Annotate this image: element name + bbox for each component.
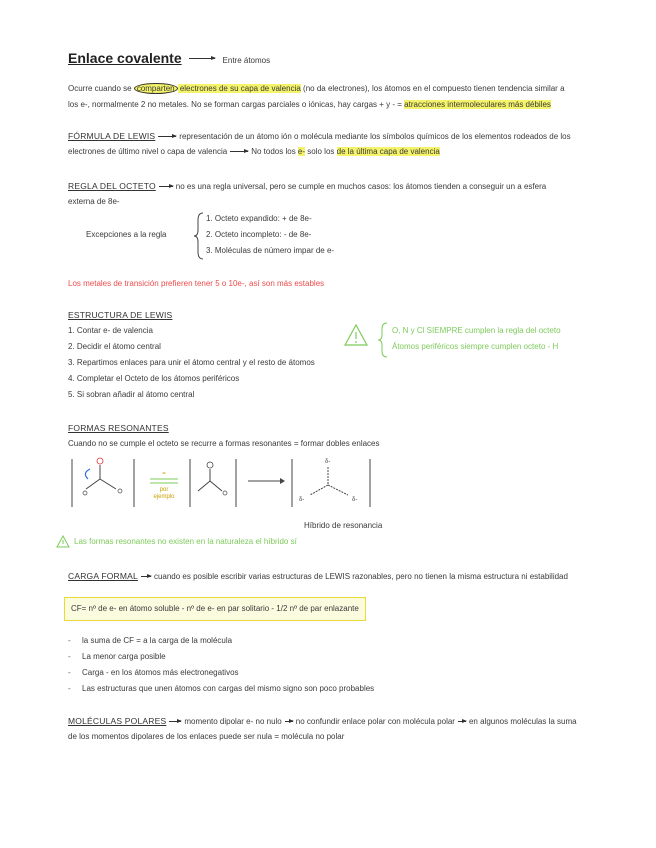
resonant-heading: FORMAS RESONANTES [68,423,169,433]
bullet-icon: - [68,636,71,645]
bullet-icon: - [68,684,71,693]
lewis-structure-heading: ESTRUCTURA DE LEWIS [68,310,173,320]
fc-bullet-3: - Carga - en los átomos más electronegativos [68,668,239,677]
polar-line-1: MOLÉCULAS POLARES momento dipolar e- no nulo no confundir enlace polar con molécula polar en algunos moléculas la suma [68,716,577,726]
exception-1: 1. Octeto expandido: + de 8e- [206,214,312,223]
eq-sub: por [159,487,169,493]
exception-3: 3. Moléculas de número impar de e- [206,246,335,255]
svg-text:δ-: δ- [299,497,305,503]
fc-bullet-2: - La menor carga posible [68,652,166,661]
intro-line-2: los e-, normalmente 2 no metales. No se forman cargas parciales o iónicas, hay cargas + y - = atracciones intermoleculares más débiles [68,100,551,109]
brace-icon [194,212,204,260]
title-row [68,50,270,68]
eq-label: = [162,471,166,477]
step-5: 5. Si sobran añadir al átomo central [68,390,195,399]
polar-line-2: de los momentos dipolares de los enlaces puede ser nula = molécula no polar [68,732,345,741]
brace-icon [378,322,388,358]
intro-line-1: Ocurre cuando se comparten electrones de su capa de valencia (no da electrones), los átomos en el compuesto tienen tendencia similar a [68,84,565,93]
comparten-circled: comparten [134,83,178,94]
arrow-icon [159,186,173,187]
arrow-icon [458,721,466,722]
resonant-line-1: Cuando no se cumple el octeto se recurre a formas resonantes = formar dobles enlaces [68,439,380,448]
lewis-formula-line-2: electrones de último nivel o capa de valencia No todos los e- solo los de la última capa de valencia [68,147,440,156]
exception-2: 2. Octeto incompleto: - de 8e- [206,230,312,239]
resonance-diagram [66,453,396,513]
transition-metals-note: Los metales de transición prefieren tener 5 o 10e-, así son más estables [68,279,325,288]
fc-bullet-1: - la suma de CF = a la carga de la molécula [68,636,233,645]
warning-icon [343,323,369,347]
arrow-icon [169,721,181,722]
fc-bullet-4: - Las estructuras que unen átomos con cargas del mismo signo son poco probables [68,684,375,693]
warning-icon [56,535,70,548]
hybrid-label: Híbrido de resonancia [304,521,383,530]
bullet-icon: - [68,652,71,661]
svg-text:δ-: δ- [352,497,358,503]
step-4: 4. Completar el Octeto de los átomos periféricos [68,374,240,383]
page-title: Enlace covalente [68,50,182,66]
peripheral-atoms-note: Átomos periféricos siempre cumplen octeto - H [392,342,559,351]
formal-charge-line-1: CARGA FORMAL cuando es posible escribir varias estructuras de LEWIS razonables, pero no tienen la misma estructura ni estabilidad [68,571,568,581]
lewis-formula-line-1: FÓRMULA DE LEWIS representación de un átomo ión o molécula mediante los símbolos químicos de los elementos rodeados de los [68,131,571,141]
arrow-icon [285,721,293,722]
octet-line-2: externa de 8e- [68,197,120,206]
arrow-icon [189,58,215,59]
arrow-icon [230,151,248,152]
lewis-formula-heading: FÓRMULA DE LEWIS [68,131,156,141]
octet-line-1: REGLA DEL OCTETO no es una regla universal, pero se cumple en muchos casos: los átomos tienden a conseguir un a esfera [68,181,547,191]
arrow-icon [158,136,176,137]
formal-charge-heading: CARGA FORMAL [68,571,138,581]
polar-heading: MOLÉCULAS POLARES [68,716,167,726]
formal-charge-formula: CF= nº de e- en átomo soluble - nº de e- en par solitario - 1/2 nº de par enlazante [64,597,366,621]
title-note: Entre átomos [222,56,271,65]
step-2: 2. Decidir el átomo central [68,342,161,351]
resonant-warning: Las formas resonantes no existen en la naturaleza el híbrido sí [74,537,297,546]
svg-text:δ-: δ- [325,459,331,465]
bullet-icon: - [68,668,71,677]
eq-sub2: ejemplo [153,494,175,500]
arrow-icon [141,576,151,577]
octet-heading: REGLA DEL OCTETO [68,181,156,191]
step-1: 1. Contar e- de valencia [68,326,153,335]
octet-always-note: O, N y Cl SIEMPRE cumplen la regla del octeto [392,326,561,335]
exceptions-label: Excepciones a la regla [86,230,167,239]
step-3: 3. Repartimos enlaces para unir el átomo central y el resto de átomos [68,358,315,367]
